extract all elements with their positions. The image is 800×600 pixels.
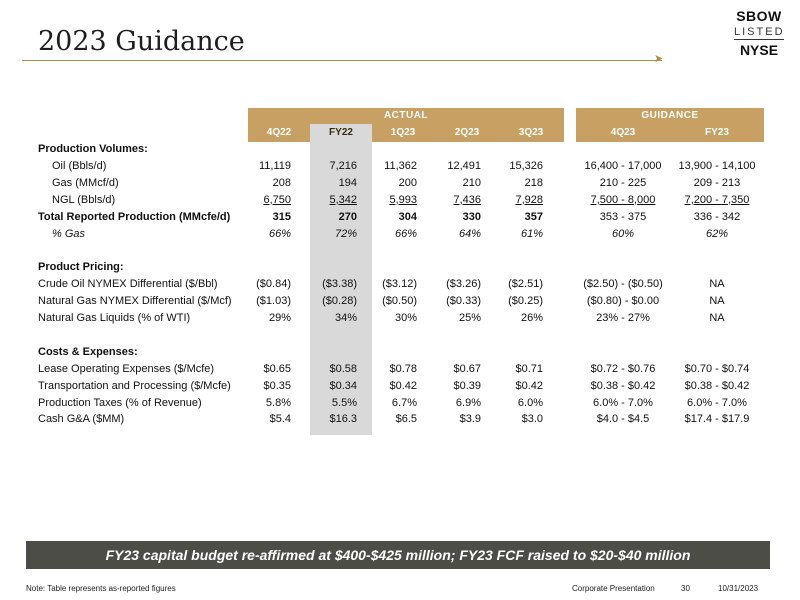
footnote: Note: Table represents as-reported figures xyxy=(26,584,176,593)
table-cell: 210 - 225 xyxy=(599,176,647,189)
table-cell: 210 xyxy=(462,176,481,189)
table-cell: $3.0 xyxy=(521,413,543,426)
page-number: 30 xyxy=(681,584,690,593)
table-row xyxy=(0,397,800,413)
table-cell: 15,326 xyxy=(509,159,543,172)
column-header: 4Q23 xyxy=(610,127,636,138)
table-cell: NA xyxy=(709,295,725,308)
guidance-group-label: GUIDANCE xyxy=(641,110,699,121)
table-cell: $0.34 xyxy=(329,379,357,392)
column-header: 4Q22 xyxy=(266,127,292,138)
table-cell: 6.7% xyxy=(391,396,417,409)
table-row xyxy=(0,143,800,159)
table-cell: ($0.50) xyxy=(382,295,417,308)
table-cell: 29% xyxy=(268,312,291,324)
row-label: Transportation and Processing ($/Mcfe) xyxy=(38,379,231,392)
row-label: Natural Gas NYMEX Differential ($/Mcf) xyxy=(38,295,232,308)
table-cell: $0.72 - $0.76 xyxy=(590,362,656,375)
table-row xyxy=(0,244,800,260)
table-cell: 200 xyxy=(398,176,417,189)
table-cell: 5.8% xyxy=(265,396,291,409)
table-cell: $0.65 xyxy=(263,362,291,375)
table-cell: 7,500 - 8,000 xyxy=(590,193,656,206)
table-cell: 6,750 xyxy=(263,193,291,206)
table-row xyxy=(0,363,800,379)
table-row xyxy=(0,211,800,227)
table-cell: ($0.25) xyxy=(508,295,543,308)
table-cell: 209 - 213 xyxy=(693,176,741,189)
table-cell: 270 xyxy=(338,210,357,223)
table-cell: 23% - 27% xyxy=(596,312,650,324)
row-label: % Gas xyxy=(52,227,86,240)
logo-ticker: SBOW xyxy=(736,8,782,24)
table-cell: 62% xyxy=(705,227,729,240)
row-label: Oil (Bbls/d) xyxy=(52,159,107,172)
table-cell: $4.0 - $4.5 xyxy=(596,413,650,426)
table-cell: $6.5 xyxy=(395,413,417,426)
table-cell: ($2.51) xyxy=(508,278,543,291)
table-row xyxy=(0,261,800,277)
table-cell: 5,342 xyxy=(329,193,357,206)
table-cell: 66% xyxy=(268,227,291,240)
table-cell: ($3.12) xyxy=(382,278,417,291)
row-label: Natural Gas Liquids (% of WTI) xyxy=(38,312,191,324)
table-row xyxy=(0,295,800,311)
table-cell: $0.78 xyxy=(389,362,417,375)
table-cell: $0.42 xyxy=(389,379,417,392)
presentation-date: 10/31/2023 xyxy=(718,584,759,593)
table-cell: ($3.38) xyxy=(322,278,357,291)
presentation-label: Corporate Presentation xyxy=(572,584,655,593)
table-cell: 353 - 375 xyxy=(599,210,647,223)
table-cell: 66% xyxy=(394,227,417,240)
table-cell: NA xyxy=(709,278,725,291)
table-cell: $0.38 - $0.42 xyxy=(590,379,656,392)
row-label: Costs & Expenses: xyxy=(38,345,138,358)
table-cell: 336 - 342 xyxy=(693,210,741,223)
page-title: 2023 Guidance xyxy=(38,26,245,57)
table-cell: 12,491 xyxy=(447,159,481,172)
row-label: Product Pricing: xyxy=(38,261,124,274)
table-cell: $0.71 xyxy=(515,362,543,375)
table-row xyxy=(0,194,800,210)
table-cell: ($0.84) xyxy=(256,278,291,291)
table-cell: ($1.03) xyxy=(256,295,291,308)
table-row xyxy=(0,312,800,328)
table-cell: 5,993 xyxy=(389,193,417,206)
table-cell: NA xyxy=(709,312,725,324)
table-cell: $0.67 xyxy=(453,362,481,375)
table-cell: 16,400 - 17,000 xyxy=(584,159,662,172)
logo-exchange: NYSE xyxy=(739,42,779,58)
table-cell: 7,216 xyxy=(329,159,357,172)
table-row xyxy=(0,160,800,176)
row-label: Lease Operating Expenses ($/Mcfe) xyxy=(38,362,215,375)
row-label: Gas (MMcf/d) xyxy=(52,176,119,189)
table-cell: 304 xyxy=(398,210,417,223)
table-cell: ($3.26) xyxy=(446,278,481,291)
table-cell: ($2.50) - ($0.50) xyxy=(583,278,663,291)
table-cell: ($0.80) - $0.00 xyxy=(586,295,660,308)
row-label: Production Volumes: xyxy=(38,143,148,155)
row-label: Total Reported Production (MMcfe/d) xyxy=(38,210,231,223)
table-cell: 25% xyxy=(458,312,481,324)
column-header: 2Q23 xyxy=(454,127,480,138)
table-cell: $0.39 xyxy=(453,379,481,392)
table-cell: 218 xyxy=(524,176,543,189)
table-cell: $0.38 - $0.42 xyxy=(684,379,750,392)
table-cell: 315 xyxy=(272,210,291,223)
arrow-right-icon: ➤ xyxy=(654,53,664,65)
table-cell: 11,362 xyxy=(384,159,417,172)
table-cell: 5.5% xyxy=(331,396,357,409)
table-cell: 357 xyxy=(524,210,543,223)
table-row xyxy=(0,346,800,362)
table-cell: $0.35 xyxy=(263,379,291,392)
table-row xyxy=(0,413,800,429)
row-label: Crude Oil NYMEX Differential ($/Bbl) xyxy=(38,278,218,291)
table-cell: 6.0% - 7.0% xyxy=(687,396,747,409)
column-header: FY22 xyxy=(329,127,353,138)
table-cell: 11,119 xyxy=(258,159,291,172)
table-cell: 330 xyxy=(462,210,481,223)
table-row xyxy=(0,329,800,345)
nyse-listed-logo xyxy=(728,8,790,58)
table-cell: 64% xyxy=(458,227,481,240)
table-cell: 7,928 xyxy=(515,193,543,206)
table-cell: $0.42 xyxy=(515,379,543,392)
table-cell: $0.58 xyxy=(329,362,357,375)
row-label: Production Taxes (% of Revenue) xyxy=(38,396,202,409)
table-cell: 7,200 - 7,350 xyxy=(684,193,750,206)
table-cell: 6.0% xyxy=(517,396,543,409)
actual-group-label: ACTUAL xyxy=(383,110,429,121)
table-cell: ($0.33) xyxy=(446,295,481,308)
table-cell: 72% xyxy=(334,227,357,240)
table-cell: 60% xyxy=(611,227,635,240)
table-cell: 30% xyxy=(394,312,417,324)
table-cell: $17.4 - $17.9 xyxy=(684,413,750,426)
row-label: Cash G&A ($MM) xyxy=(38,413,125,426)
table-cell: $5.4 xyxy=(269,413,291,426)
table-cell: 194 xyxy=(338,176,357,189)
column-header: FY23 xyxy=(705,127,729,138)
row-label: NGL (Bbls/d) xyxy=(52,193,116,206)
table-cell: 13,900 - 14,100 xyxy=(678,159,756,172)
table-cell: 6.0% - 7.0% xyxy=(593,396,653,409)
table-cell: ($0.28) xyxy=(322,295,357,308)
title-divider xyxy=(22,60,662,61)
table-row xyxy=(0,228,800,244)
column-header: 3Q23 xyxy=(518,127,544,138)
logo-listed: LISTED xyxy=(734,26,785,38)
table-cell: $0.70 - $0.74 xyxy=(684,362,750,375)
table-row xyxy=(0,278,800,294)
table-cell: 34% xyxy=(334,312,357,324)
summary-banner: FY23 capital budget re-affirmed at $400-$425 million; FY23 FCF raised to $20-$40 million xyxy=(26,541,770,569)
table-row xyxy=(0,380,800,396)
table-cell: 6.9% xyxy=(455,396,481,409)
table-cell: $16.3 xyxy=(329,413,357,426)
table-cell: 61% xyxy=(520,227,543,240)
table-cell: 208 xyxy=(272,176,291,189)
table-cell: $3.9 xyxy=(459,413,481,426)
table-cell: 7,436 xyxy=(453,193,481,206)
table-row xyxy=(0,177,800,193)
column-header: 1Q23 xyxy=(390,127,416,138)
table-cell: 26% xyxy=(520,312,543,324)
